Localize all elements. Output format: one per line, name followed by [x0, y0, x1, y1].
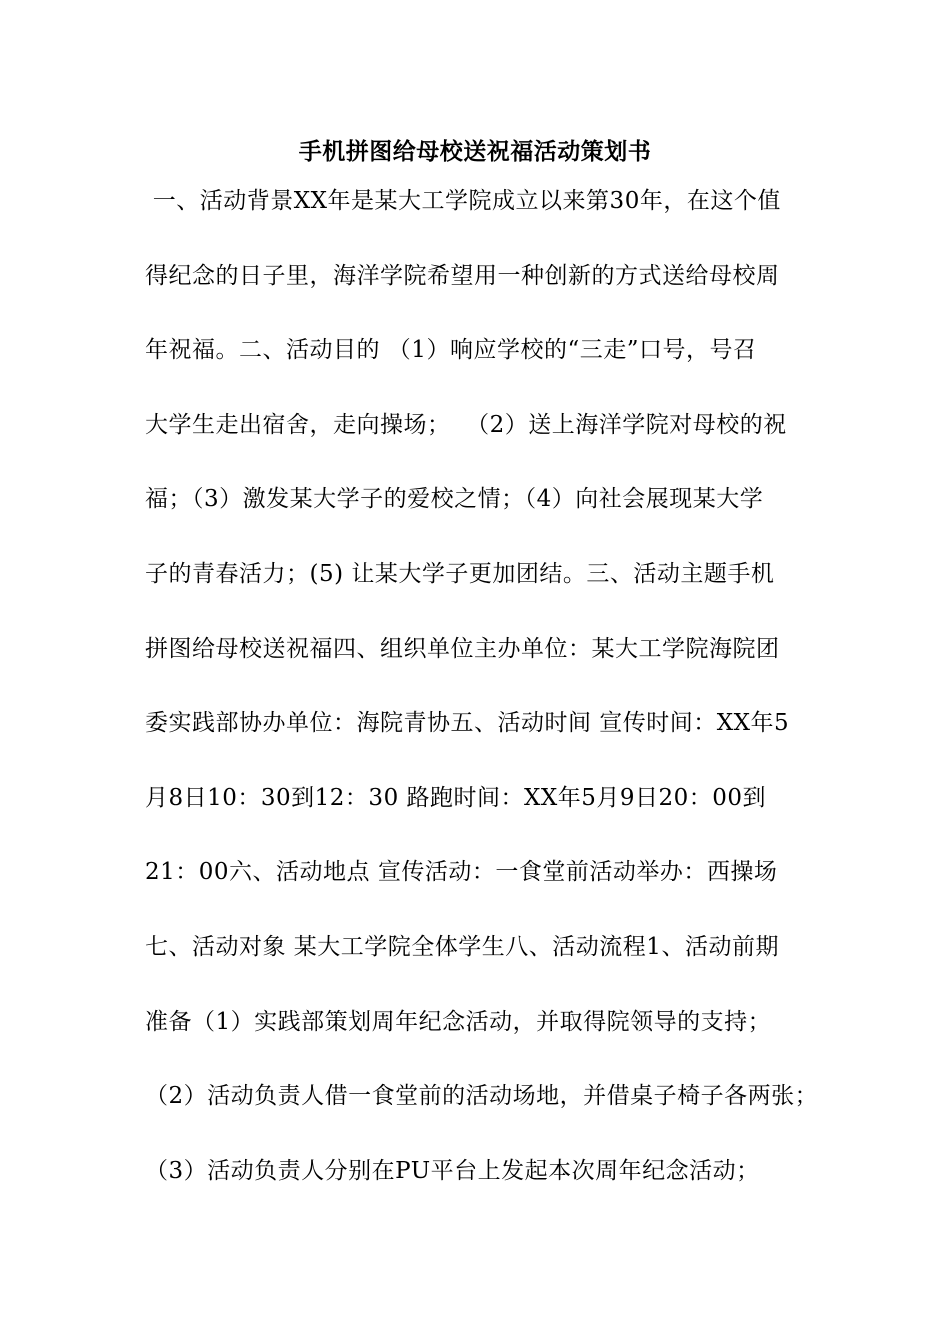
body-line-2: 得纪念的日子里，海洋学院希望用一种创新的方式送给母校周	[145, 262, 780, 289]
body-line-5: 福；（3）激发某大学子的爱校之情；（4）向社会展现某大学	[145, 486, 764, 513]
body-line-1: 一、活动背景XX年是某大工学院成立以来第30年，在这个值	[145, 188, 781, 214]
body-line-11: 七、活动对象 某大工学院全体学生八、活动流程1、活动前期	[145, 933, 779, 960]
body-line-4: 大学生走出宿舍，走向操场； （2）送上海洋学院对母校的祝	[145, 411, 787, 438]
body-line-3: 年祝福。二、活动目的 （1）响应学校的“三走”口号，号召	[145, 337, 757, 364]
document-title: 手机拼图给母校送祝福活动策划书	[298, 138, 652, 165]
body-line-14: （3）活动负责人分别在PU平台上发起本次周年纪念活动；	[145, 1157, 760, 1184]
body-line-7: 拼图给母校送祝福四、组织单位主办单位：某大工学院海院团	[145, 635, 780, 662]
document-body	[145, 183, 835, 1227]
body-line-9: 月8日10：30到12：30 路跑时间：XX年5月9日20：00到	[145, 784, 767, 811]
body-line-6: 子的青春活力；(5) 让某大学子更加团结。三、活动主题手机	[145, 560, 775, 587]
body-line-10: 21：00六、活动地点 宣传活动：一食堂前活动举办：西操场	[145, 859, 778, 886]
body-line-12: 准备（1）实践部策划周年纪念活动，并取得院领导的支持；	[145, 1008, 772, 1035]
body-line-8: 委实践部协办单位：海院青协五、活动时间 宣传时间：XX年5	[145, 710, 790, 737]
body-line-13: （2）活动负责人借一食堂前的活动场地，并借桌子椅子各两张；	[145, 1083, 819, 1110]
